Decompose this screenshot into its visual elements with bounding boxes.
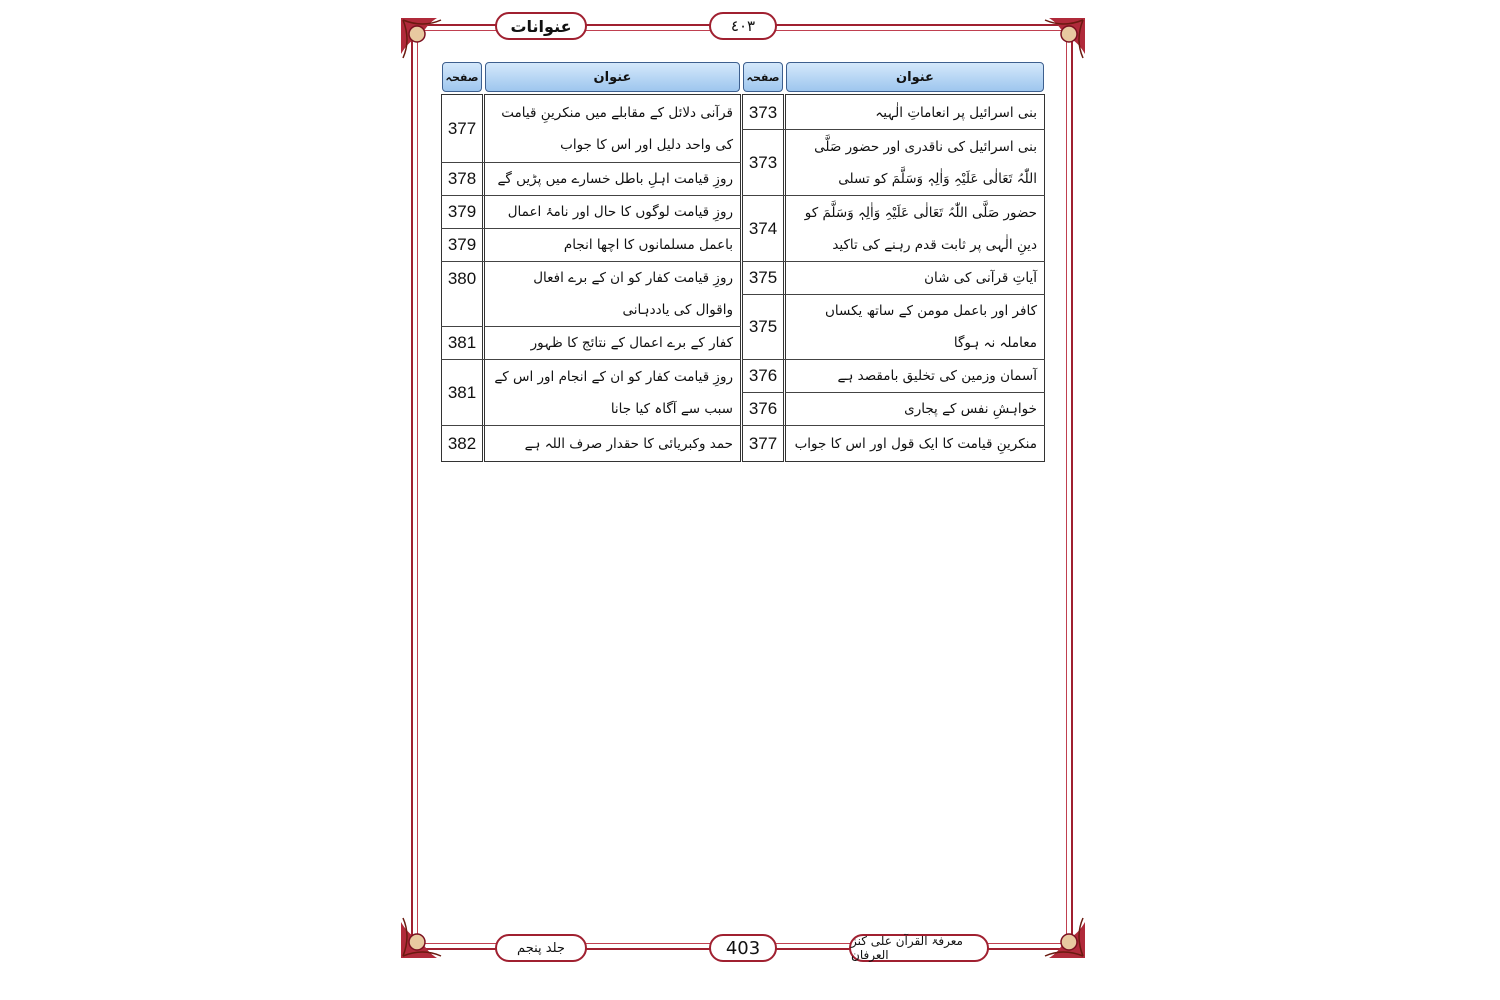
page-number-bottom: 403 — [709, 934, 777, 962]
list-item: روزِ قیامت اہلِ باطل خسارے میں پڑیں گے — [497, 171, 733, 187]
header-topic-right: عنوان — [786, 62, 1044, 92]
list-item: آسمان وزمین کی تخلیق بامقصد ہے — [837, 368, 1037, 384]
page-ref: 376 — [748, 366, 778, 385]
list-item: خواہشِ نفس کے پجاری — [904, 401, 1037, 417]
page-ref: 379 — [447, 202, 477, 221]
page-ref: 381 — [447, 333, 477, 352]
page-ref: 382 — [447, 433, 477, 453]
page-ref: 373 — [748, 102, 778, 122]
list-item: منکرینِ قیامت کا ایک قول اور اس کا جواب — [794, 435, 1037, 452]
page-ref: 373 — [748, 152, 778, 172]
page-frame — [397, 12, 1089, 964]
page-number-top: ٤٠٣ — [709, 12, 777, 40]
header-page-right: صفحہ — [743, 62, 783, 92]
page-ref: 375 — [748, 268, 778, 287]
list-item: حضور صَلَّی اللّٰہُ تَعَالٰی عَلَیْہِ وَاٰلِہٖ وَسَلَّمَ کو دینِ الٰہی پر ثابت قدم رہنے کی تاکید — [804, 204, 1037, 253]
corner-ornament-icon — [1031, 904, 1089, 962]
list-item: قرآنی دلائل کے مقابلے میں منکرینِ قیامت کی واحد دلیل اور اس کا جواب — [501, 105, 733, 153]
volume-label: جلد پنجم — [495, 934, 587, 962]
list-item: باعمل مسلمانوں کا اچھا انجام — [563, 237, 733, 253]
page-ref: 377 — [447, 119, 477, 138]
header-topic-left: عنوان — [485, 62, 740, 92]
list-item: کفار کے برے اعمال کے نتائج کا ظہور — [530, 335, 733, 351]
list-item: حمد وکبریائی کا حقدار صرف اللہ ہے — [524, 435, 733, 452]
book-title: معرفۃ القرآن علی کنز العرفان — [849, 934, 989, 962]
header-page-left: صفحہ — [442, 62, 482, 92]
page-ref: 376 — [748, 399, 778, 418]
page-ref: 380 — [447, 268, 477, 288]
section-title: عنوانات — [495, 12, 587, 40]
list-item: آیاتِ قرآنی کی شان — [924, 270, 1037, 286]
page-ref: 374 — [748, 218, 778, 238]
list-item: بنی اسرائیل پر انعاماتِ الٰہیہ — [875, 104, 1037, 121]
list-item: کافر اور باعمل مومن کے ساتھ یکساں معاملہ نہ ہوگا — [825, 303, 1037, 351]
list-item: روزِ قیامت کفار کو ان کے برے افعال واقوال کی یاددہانی — [533, 270, 733, 318]
list-item: روزِ قیامت کفار کو ان کے انجام اور اس کے سبب سے آگاہ کیا جانا — [494, 368, 733, 417]
page-ref: 379 — [447, 235, 477, 254]
page-ref: 378 — [447, 169, 477, 188]
list-item: بنی اسرائیل کی ناقدری اور حضور صَلَّی اللّٰہُ تَعَالٰی عَلَیْہِ وَاٰلِہٖ وَسَلَّمَ کو تسلی — [814, 138, 1037, 187]
page-ref: 377 — [748, 433, 778, 453]
list-item: روزِ قیامت لوگوں کا حال اور نامۂ اعمال — [507, 204, 733, 220]
corner-ornament-icon — [397, 904, 455, 962]
page-ref: 375 — [748, 317, 778, 336]
page-ref: 381 — [447, 382, 477, 402]
